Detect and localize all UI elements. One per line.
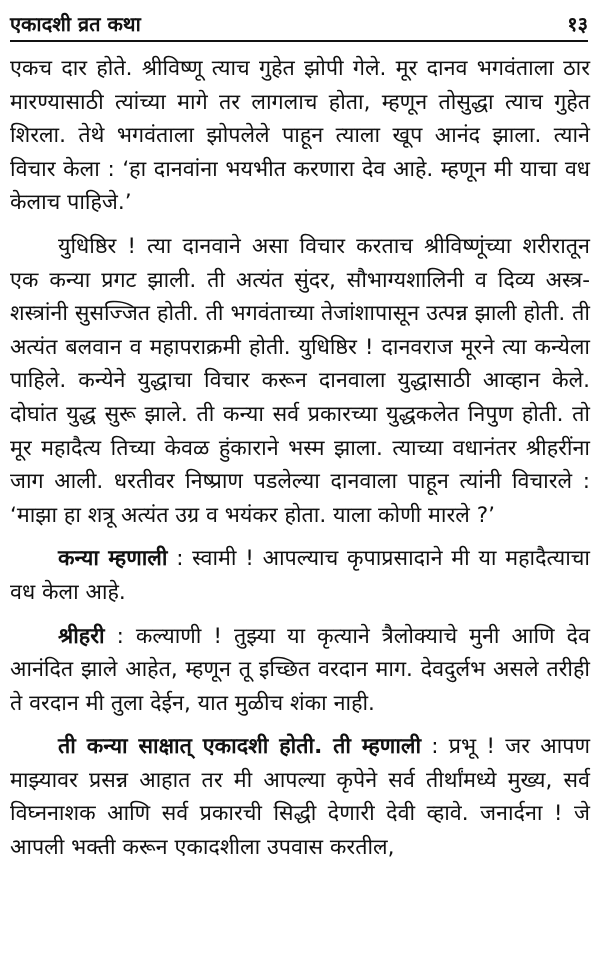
paragraph-2: [10, 230, 590, 532]
paragraph-5-text: : प्रभू ! जर आपण माझ्यावर प्रसन्न आहात तर मी आपल्या कृपेने सर्व तीर्थांमध्ये मुख्य, सर्व विघ्ननाशक आणि सर्व प्रकारची सिद्धी देणारी देवी व्हावे. जनार्दना ! जे आपली भक्ती करून एकादशीला उपवास करतील,: [10, 734, 591, 861]
paragraph-4-text: : कल्याणी ! तुझ्या या कृत्याने त्रैलोक्याचे मुनी आणि देव आनंदित झाले आहेत, म्हणून तू इच्छित वरदान माग. देवदुर्लभ असले तरीही ते वरदान मी तुला देईन, यात मुळीच शंका नाही.: [10, 623, 590, 716]
paragraph-3-text: : स्वामी ! आपल्याच कृपाप्रसादाने मी या महादैत्याचा वध केला आहे.: [10, 546, 590, 605]
paragraph-1-text: एकच दार होते. श्रीविष्णू त्याच गुहेत झोपी गेले. मूर दानव भगवंताला ठार मारण्यासाठी त्यांच्या मागे तर लागलाच होता, म्हणून तोसुद्धा त्याच गुहेत शिरला. तेथे भगवंताला झोपलेले पाहून त्याला खूप आनंद झाला. त्याने विचार केला : ‘हा दानवांना भयभीत करणारा देव आहे. म्हणून मी याचा वध केलाच पाहिजे.’: [10, 56, 590, 216]
paragraph-4: [10, 620, 590, 721]
paragraph-4-speaker: श्रीहरी: [58, 623, 105, 649]
page-number: १३: [567, 12, 588, 36]
header-title: एकादशी व्रत कथा: [10, 12, 141, 36]
paragraph-2-text: युधिष्ठिर ! त्या दानवाने असा विचार करताच श्रीविष्णूंच्या शरीरातून एक कन्या प्रगट झाली. ती अत्यंत सुंदर, सौभाग्यशालिनी व दिव्य अस्त्र-शस्त्रांनी सुसज्जित होती. ती भगवंताच्या तेजांशापासून उत्पन्न झाली होती. ती अत्यंत बलवान व महापराक्रमी होती. युधिष्ठिर ! दानवराज मूरने त्या कन्येला पाहिले. कन्येने युद्धाचा विचार करून दानवाला युद्धासाठी आव्हान केले. दोघांत युद्ध सुरू झाले. ती कन्या सर्व प्रकारच्या युद्धकलेत निपुण होती. तो मूर महादैत्य तिच्या केवळ हुंकाराने भस्म झाला. त्याच्या वधानंतर श्रीहरींना जाग आली. धरतीवर निष्प्राण पडलेल्या दानवाला पाहून त्यांनी विचारले : ‘माझा हा शत्रू अत्यंत उग्र व भयंकर होता. याला कोणी मारले ?’: [10, 233, 590, 528]
paragraph-3: [10, 542, 590, 609]
paragraph-5: [10, 730, 590, 864]
paragraph-5-speaker: ती कन्या साक्षात् एकादशी होती. ती म्हणाली: [58, 734, 422, 760]
running-header: [10, 4, 588, 42]
paragraph-1: [10, 52, 590, 220]
page-body: [10, 52, 590, 865]
paragraph-3-speaker: कन्या म्हणाली: [58, 546, 168, 572]
